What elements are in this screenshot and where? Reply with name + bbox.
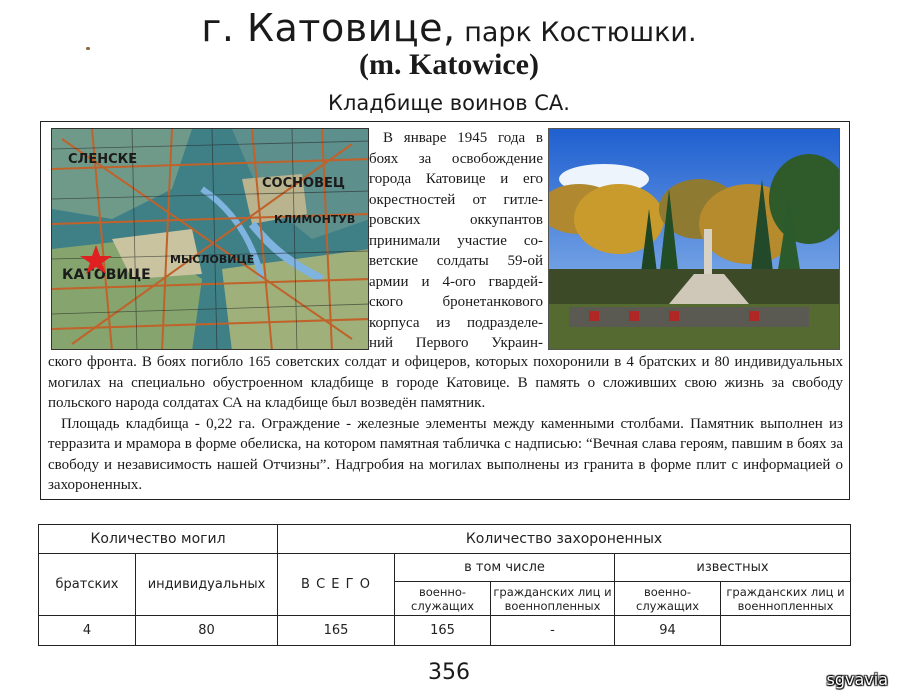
text-line: принимали участие со- <box>369 232 543 249</box>
buried-count-header: Количество захороненных <box>278 525 851 554</box>
military-value: 165 <box>395 616 491 646</box>
text-line: В январе 1945 года в <box>383 130 543 146</box>
civilians-header: гражданских лиц и военнопленных <box>491 582 615 616</box>
body-text <box>48 352 843 496</box>
mass-graves-header: братских <box>39 554 136 616</box>
map-label-klimontuv: КЛИМОНТУВ <box>274 213 356 226</box>
burial-statistics-table <box>38 524 851 646</box>
section-heading: Кладбище воинов СА. <box>328 91 570 115</box>
area-map <box>51 128 369 350</box>
memorial-photo <box>548 128 840 350</box>
known-header: известных <box>615 554 851 582</box>
map-label-myslowice: МЫСЛОВИЦЕ <box>170 253 255 266</box>
watermark: sgvavia <box>826 670 888 689</box>
text-line: корпуса из подразделе- <box>369 314 543 331</box>
text-line: ского бронетанкового <box>369 294 543 310</box>
title-city: г. Катовице, <box>201 6 456 50</box>
civilians-value: - <box>491 616 615 646</box>
paragraph-2: Площадь кладбища - 0,22 га. Ограждение - железные элементы между каменными столбами. Памятник выполнен из терразита и мрамора в форме обелиска, на котором памятная табличка с надписью: “Вечная слава героям, павшим в боях за свободу и независимость нашей Отчизны”. Надгробия на могилах выполнены из гранита в форме плит с информацией о захороненных. <box>48 415 843 493</box>
text-line: боях за освобождение <box>369 150 543 167</box>
military-header: военно-служащих <box>395 582 491 616</box>
mass-graves-value: 4 <box>39 616 136 646</box>
text-line: окрестностей от гитле- <box>369 191 543 208</box>
known-civilians-header: гражданских лиц и военнопленных <box>721 582 851 616</box>
known-military-value: 94 <box>615 616 721 646</box>
paragraph-1-continued: ского фронта. В боях погибло 165 советских солдат и офицеров, которых похоронили в 4 братских и 80 индивидуальных могилах на специально обустроенном кладбище в городе Катовице. В память о сложивших свою жизнь за свободу польского народа солдатах СА на кладбище был возведён памятник. <box>48 354 843 411</box>
page-subtitle: (m. Katowice) <box>359 48 539 81</box>
graves-count-header: Количество могил <box>39 525 278 554</box>
map-label-slenske: СЛЕНСКЕ <box>68 152 138 167</box>
page-title <box>0 6 898 50</box>
intro-text-column <box>369 128 543 354</box>
known-civilians-value <box>721 616 851 646</box>
text-line: ровских оккупантов <box>369 212 543 228</box>
text-line: ний Первого Украин- <box>369 335 543 351</box>
including-header: в том числе <box>395 554 615 582</box>
map-label-sosnowiec: СОСНОВЕЦ <box>262 176 345 191</box>
total-header: В С Е Г О <box>278 554 395 616</box>
known-military-header: военно-служащих <box>615 582 721 616</box>
individual-graves-header: индивидуальных <box>136 554 278 616</box>
total-value: 165 <box>278 616 395 646</box>
page-number: 356 <box>428 660 470 685</box>
text-line: ветские солдаты 59-ой <box>369 253 543 269</box>
text-line: армии и 4-ого гвардей- <box>369 273 543 290</box>
title-park: парк Костюшки. <box>455 17 697 48</box>
individual-graves-value: 80 <box>136 616 278 646</box>
text-line: города Катовице и его <box>369 171 543 187</box>
map-label-katowice: КАТОВИЦЕ <box>62 267 151 283</box>
